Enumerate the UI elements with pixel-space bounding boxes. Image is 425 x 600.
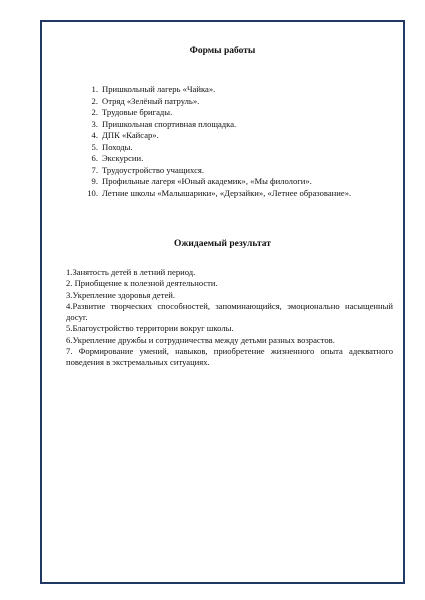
list-item-number: 5. xyxy=(91,141,98,152)
list-item-text: Пришкольная спортивная площадка. xyxy=(102,118,237,129)
page-border-frame xyxy=(40,20,405,584)
list-item-text: Отряд «Зелёный патруль». xyxy=(102,95,200,106)
list-item-text: Пришкольный лагерь «Чайка». xyxy=(102,84,216,94)
list-item xyxy=(84,107,399,119)
result-item: 5.Благоустройство территории вокруг школы. xyxy=(66,323,234,334)
list-item-number: 3. xyxy=(91,118,98,129)
page-content xyxy=(42,22,403,582)
result-item: 4.Развитие творческих способностей, запоминающийся, эмоционально насыщенный досуг. xyxy=(66,300,393,323)
list-item-number: 9. xyxy=(91,176,98,187)
forms-title: Формы работы xyxy=(189,46,256,56)
list-item-number: 4. xyxy=(91,130,98,141)
list-item-number: 2. xyxy=(91,95,98,106)
list-item-text: Походы. xyxy=(102,141,133,152)
list-item xyxy=(84,96,399,108)
result-item: 1.Занятость детей в летний период. xyxy=(66,267,196,277)
list-item xyxy=(84,176,399,188)
result-item: 7. Формирование умений, навыков, приобретение жизненного опыта адекватного поведения в экстремальных ситуациях. xyxy=(66,346,393,368)
list-item xyxy=(84,188,399,200)
list-item-text: Трудоустройство учащихся. xyxy=(102,164,204,175)
result-title: Ожидаемый результат xyxy=(174,239,271,249)
list-item-text: Профильные лагеря «Юный академик», «Мы филологи». xyxy=(102,176,312,187)
list-item-text: Летние школы «Малышарики», «Дерзайки», «Летнее образование». xyxy=(102,187,352,198)
list-item xyxy=(84,153,399,165)
results-list xyxy=(66,267,393,369)
list-item-number: 1. xyxy=(91,84,98,94)
list-item xyxy=(84,119,399,131)
list-item-text: ДПК «Кайсар». xyxy=(102,130,159,141)
list-item-number: 6. xyxy=(91,153,98,164)
list-item-text: Экскурсии. xyxy=(102,153,144,164)
list-item-number: 2. xyxy=(91,107,98,118)
result-item: 6.Укрепление дружбы и сотрудничества между детьми разных возрастов. xyxy=(66,334,335,345)
list-item xyxy=(84,84,399,96)
list-item-number: 10. xyxy=(87,187,98,198)
forms-list xyxy=(84,84,399,199)
result-item: 3.Укрепление здоровья детей. xyxy=(66,289,176,300)
result-item: 2. Приобщение к полезной деятельности. xyxy=(66,278,218,289)
list-item-text: Трудовые бригады. xyxy=(102,107,173,118)
list-item xyxy=(84,130,399,142)
list-item xyxy=(84,165,399,177)
list-item xyxy=(84,142,399,154)
list-item-number: 7. xyxy=(91,164,98,175)
